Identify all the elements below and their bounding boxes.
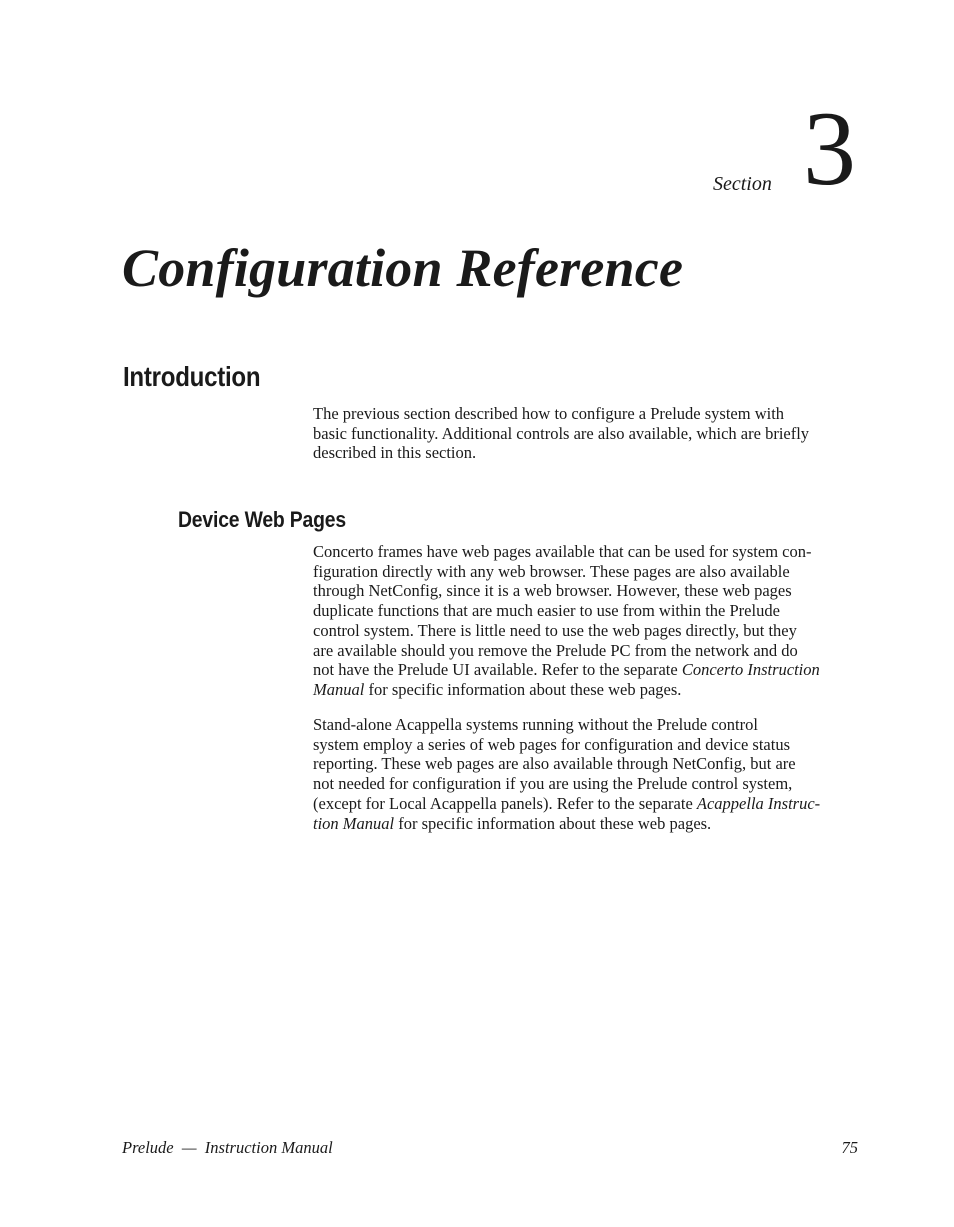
section-label: Section (713, 173, 772, 195)
text-line: control system. There is little need to use the web pages directly, but they (313, 620, 797, 640)
text-line (313, 794, 861, 814)
text-line: Concerto frames have web pages available that can be used for system con- (313, 542, 812, 561)
text-line: system employ a series of web pages for configuration and device status (313, 734, 790, 754)
manual-title: Manual (313, 679, 365, 699)
introduction-heading: Introduction (123, 361, 261, 392)
text-segment: not have the Prelude UI available. Refer to the separate (313, 660, 682, 680)
footer-manual-title: Prelude — Instruction Manual (122, 1138, 333, 1157)
concerto-paragraph (313, 542, 861, 700)
text-line: reporting. These web pages are also available through NetConfig, but are (313, 754, 796, 774)
text-line: are available should you remove the Prelude PC from the network and do (313, 640, 798, 660)
text-line: through NetConfig, since it is a web browser. However, these web pages (313, 581, 792, 601)
text-line (313, 660, 861, 680)
text-segment: (except for Local Acappella panels). Refer to the separate (313, 793, 697, 813)
text-line: Stand-alone Acappella systems running without the Prelude control (313, 715, 758, 734)
text-line: duplicate functions that are much easier to use from within the Prelude (313, 601, 780, 621)
text-line (313, 680, 861, 700)
chapter-title: Configuration Reference (122, 238, 684, 298)
manual-title: tion Manual (313, 813, 395, 833)
manual-title: Concerto Instruction (681, 660, 820, 680)
manual-title: Acappella Instruc- (696, 793, 821, 813)
text-segment: for specific information about these web pages. (364, 679, 682, 699)
text-line: figuration directly with any web browser. These pages are also available (313, 561, 790, 581)
text-line (313, 814, 861, 834)
text-line: described in this section. (313, 443, 477, 463)
device-web-pages-heading: Device Web Pages (178, 507, 346, 532)
acappella-paragraph (313, 715, 861, 833)
text-line: The previous section described how to configure a Prelude system with (313, 404, 785, 423)
introduction-paragraph (313, 404, 861, 463)
text-line: basic functionality. Additional controls are also available, which are briefly (313, 423, 810, 443)
text-line: not needed for configuration if you are using the Prelude control system, (313, 774, 793, 794)
section-number: 3 (803, 90, 856, 207)
text-segment: for specific information about these web pages. (394, 813, 712, 833)
footer-page-number: 75 (841, 1138, 858, 1157)
